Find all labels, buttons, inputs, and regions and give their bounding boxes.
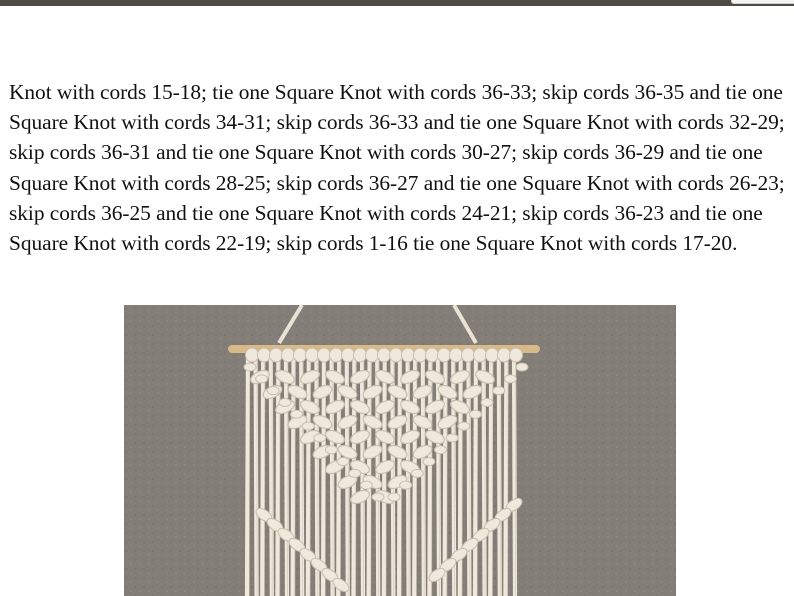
instruction-paragraph: Knot with cords 15-18; tie one Square Knot with cords 36-33; skip cords 36-35 and tie one Square Knot with cords 34-31; skip cords 36-33 and tie one Square Knot with cords 32-29; skip cords 36-31 and tie one Square Knot with cords 30-27; skip cords 36-29 and tie one Square Knot with cords 28-25; skip cords 36-27 and tie one Square Knot with cords 26-23; skip cords 36-25 and tie one Square Knot with cords 24-21; skip cords 36-23 and tie one Square Knot with cords 22-19; skip cords 1-16 tie one Square Knot with cords 17-20. bbox=[9, 80, 785, 256]
top-toolbar-strip bbox=[0, 0, 794, 6]
toolbar-tab[interactable] bbox=[731, 0, 794, 4]
macrame-photo bbox=[124, 305, 676, 596]
macrame-illustration bbox=[124, 305, 676, 596]
